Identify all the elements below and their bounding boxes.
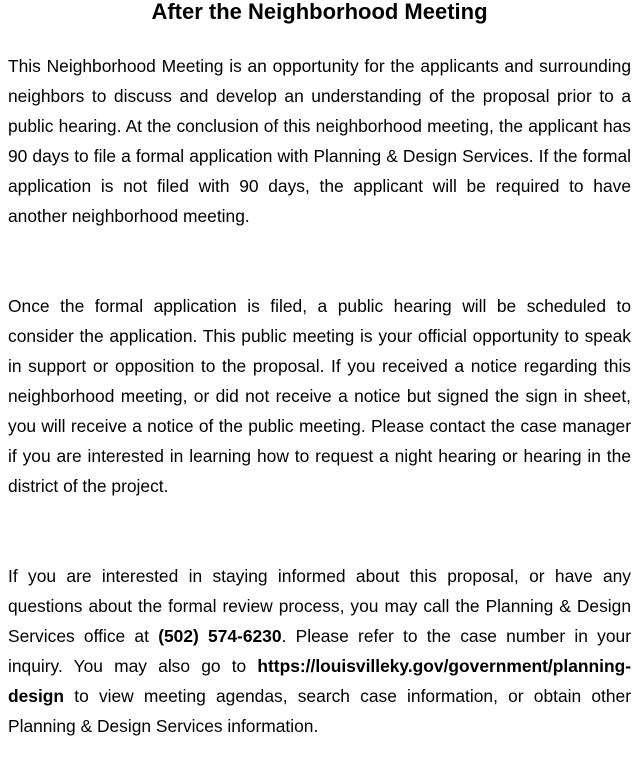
paragraph-neighborhood-meeting: This Neighborhood Meeting is an opportunity for the applicants and surrounding neighbors to discuss and develop an understanding of the proposal prior to a public hearing. At the conclusion of this neighborhood meeting, the applicant has 90 days to file a formal application with Planning & Design Services. If the formal application is not filed with 90 days, the applicant will be required to have another neighborhood meeting. xyxy=(8,56,631,226)
contact-text-middle: . Please refer to the case number in your inquiry. You may also go to xyxy=(8,626,631,676)
contact-text-end: to view meeting agendas, search case information, or obtain other Planning & Design Services information. xyxy=(8,686,631,736)
phone-number: (502) 574-6230 xyxy=(158,626,282,646)
paragraph-public-hearing: Once the formal application is filed, a public hearing will be scheduled to consider the application. This public meeting is your official opportunity to speak in support or opposition to the proposal. If you received a notice regarding this neighborhood meeting, or did not receive a notice but signed the sign in sheet, you will receive a notice of the public meeting. Please contact the case manager if you are interested in learning how to request a night hearing or hearing in the district of the project. xyxy=(8,296,631,496)
contact-text-intro: If you are interested in staying informed about this proposal, or have any questions about the formal review process, you may call the Planning & Design Services office at xyxy=(8,566,631,646)
planning-design-link[interactable]: https://louisvilleky.gov/government/planning-design xyxy=(8,656,631,706)
paragraph-contact-info xyxy=(8,561,631,741)
page-title: After the Neighborhood Meeting xyxy=(151,0,488,24)
